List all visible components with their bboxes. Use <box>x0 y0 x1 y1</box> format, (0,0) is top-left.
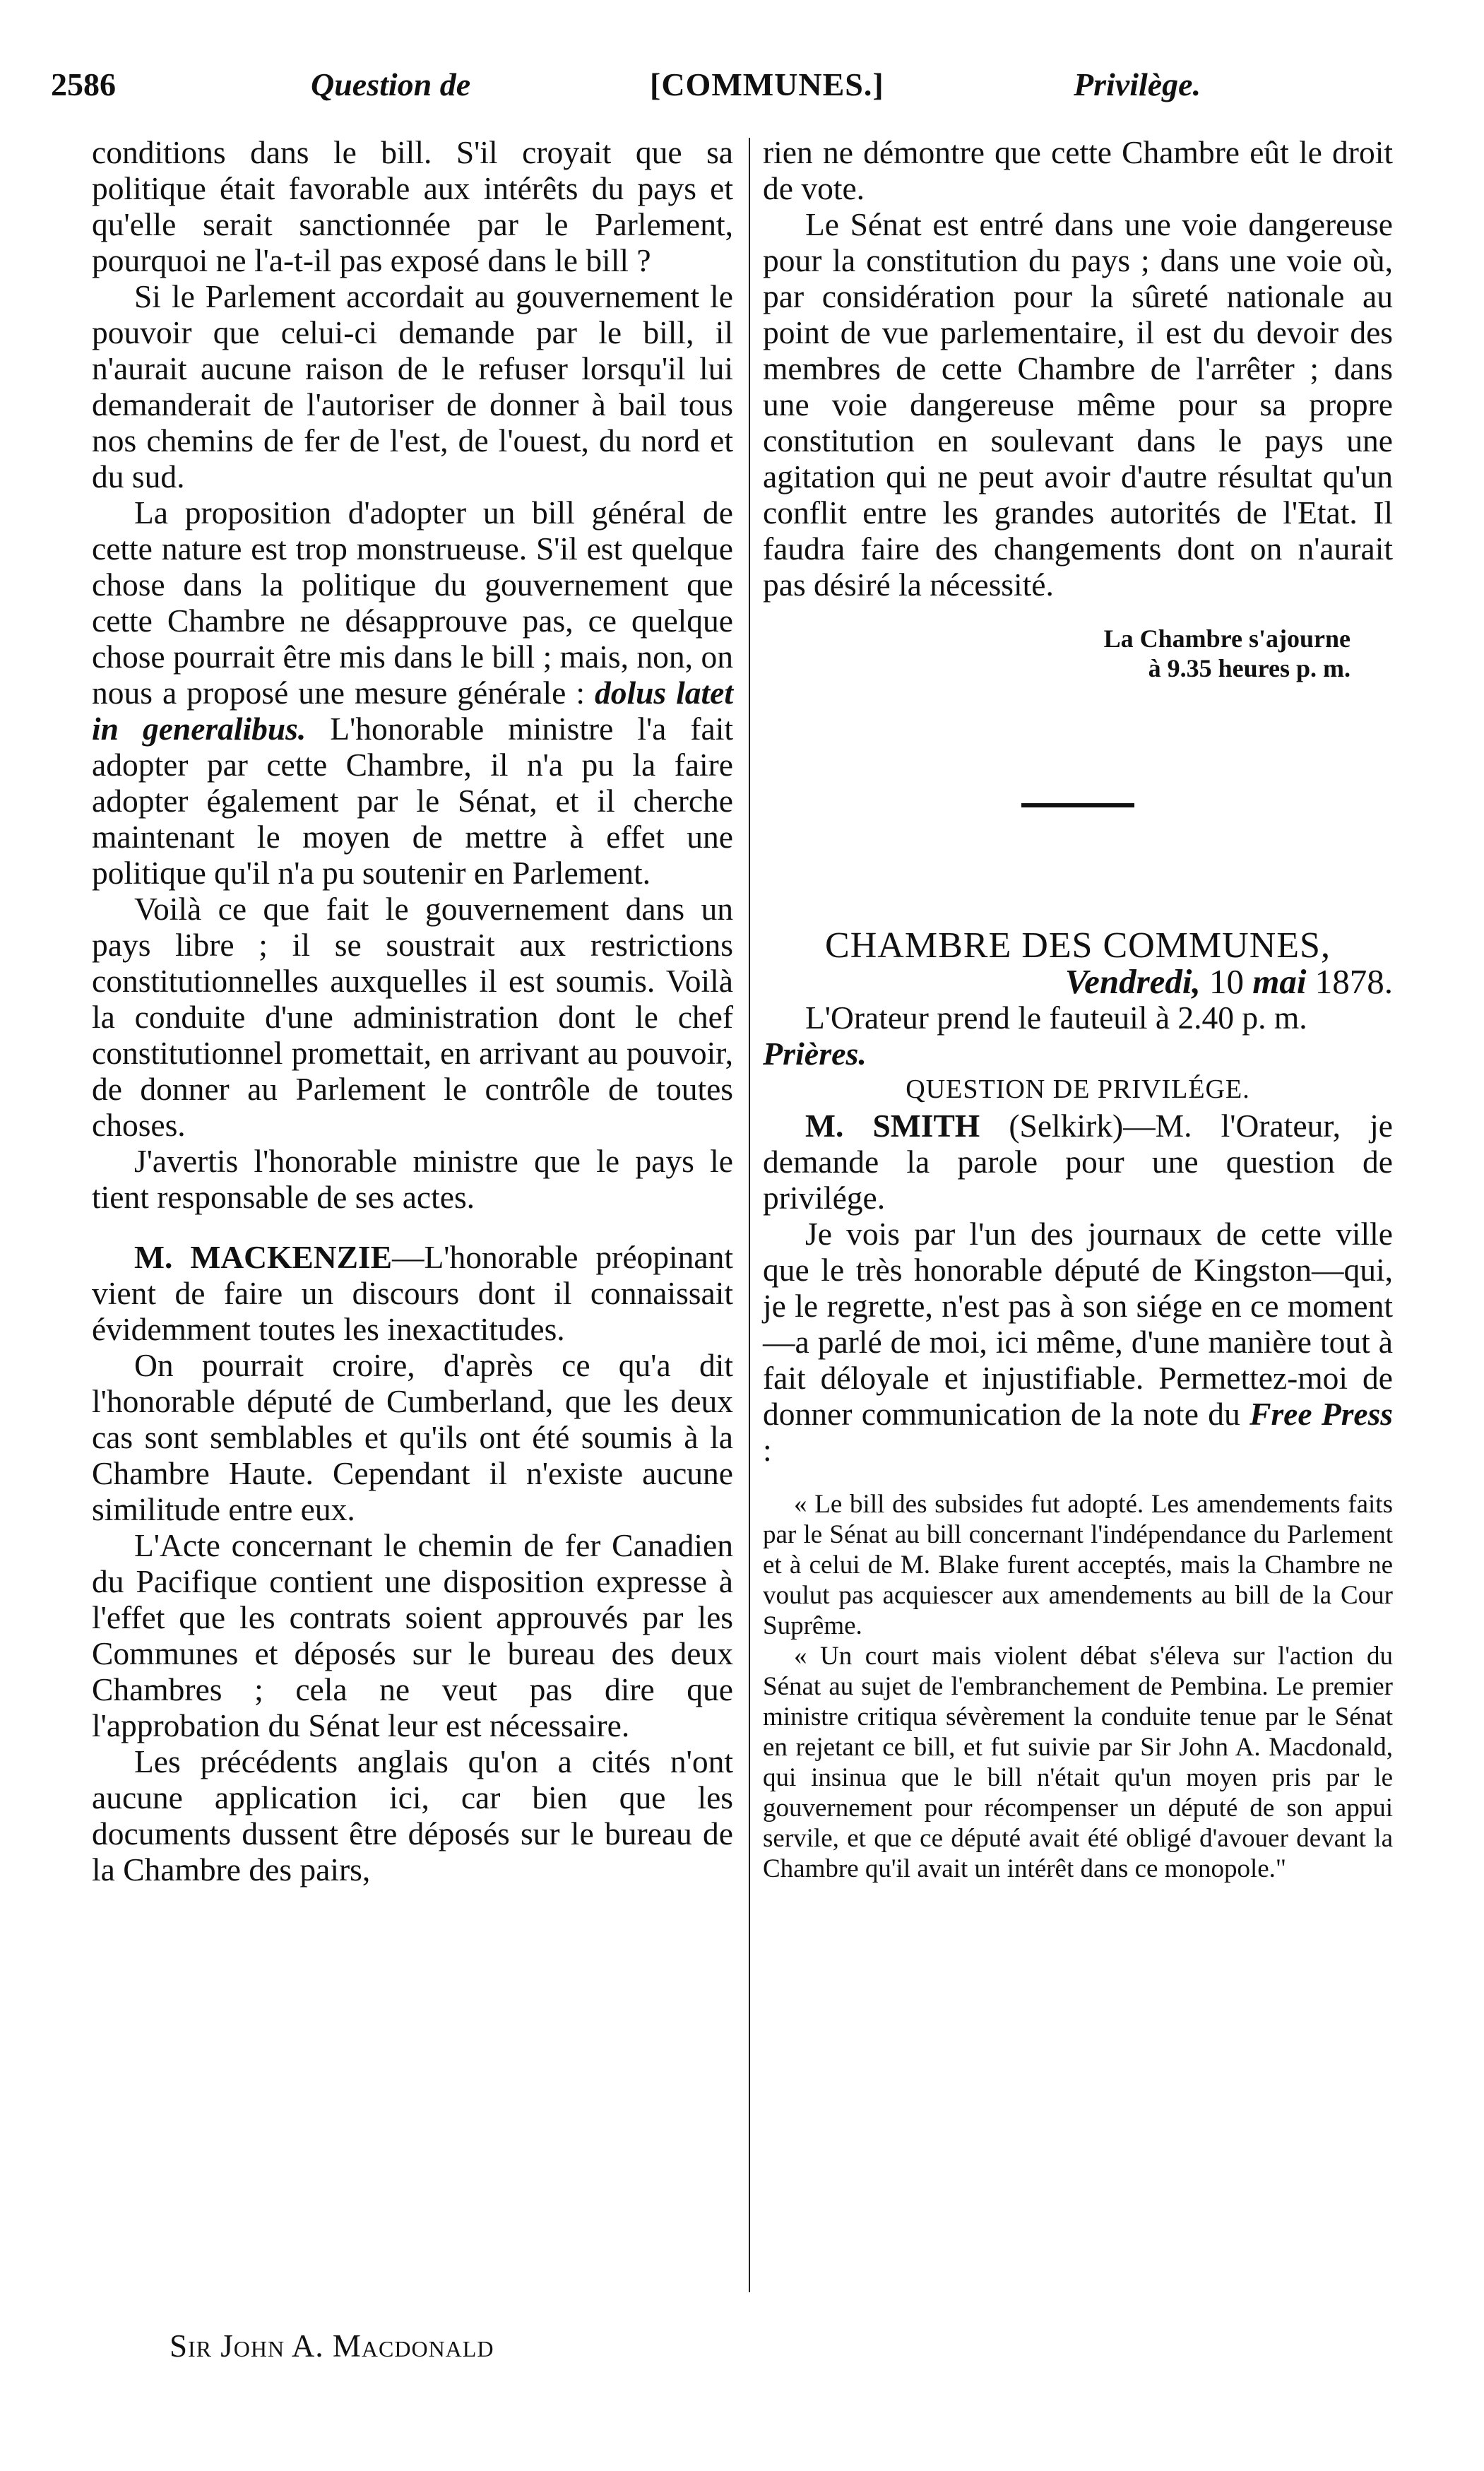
speaker-name: M. MACKENZIE <box>134 1239 392 1275</box>
paragraph <box>92 494 733 891</box>
column-divider <box>749 138 750 2292</box>
question-heading: QUESTION DE PRIVILÉGE. <box>906 1074 1250 1104</box>
paragraph: Voilà ce que fait le gouvernement dans un pays libre ; il se soustrait aux restrictions constitutionnelles auxquelles il est soumis. Voilà la conduite d'une administration dont le chef constitutionnel promettait, en arrivant au pouvoir, de donner au Parlement le contrôle de toutes choses. <box>92 891 733 1143</box>
paragraph: Le Sénat est entré dans une voie dangereuse pour la constitution du pays ; dans une voie où, par considération pour la sûreté nationale au point de vue parlementaire, il est du devoir des membres de cette Chambre de l'arrêter ; dans une voie dangereuse même pour sa propre constitution en soulevant dans le pays une agitation qui ne peut avoir d'autre résultat qu'un conflit entre les grandes autorités de l'Etat. Il faudra faire des changements dont on n'aurait pas désiré la nécessité. <box>763 206 1393 603</box>
quoted-note <box>763 1489 1393 1884</box>
paragraph <box>763 1216 1393 1468</box>
adjournment-line: à 9.35 heures p. m. <box>1148 654 1351 682</box>
sitting-date <box>763 964 1393 1000</box>
paragraph: rien ne démontre que cette Chambre eût le droit de vote. <box>763 134 1393 206</box>
quote-paragraph: « Un court mais violent débat s'éleva sur l'action du Sénat au sujet de l'embranchement de Pembina. Le premier ministre critiqua sévèrement la conduite tenue par le Sénat en rejetant ce bill, et fut suivie par Sir John A. Macdonald, qui insinua que le bill n'était qu'un moyen pris par le gouvernement pour récompenser un député de son appui servile, et que ce député avait été obligé d'avouer devant la Chambre qu'il avait un intérêt dans ce monopole." <box>763 1642 1393 1883</box>
speaker-signature: Sir John A. Macdonald <box>170 2328 494 2364</box>
paragraph: L'Orateur prend le fauteuil à 2.40 p. m. <box>805 1000 1307 1036</box>
paragraph <box>763 1108 1393 1216</box>
paragraph: On pourrait croire, d'après ce qu'a dit l'honorable député de Cumberland, que les deux cas sont semblables et qu'ils ont été soumis à la Chambre Haute. Cependant il n'existe aucune similitude entre eux. <box>92 1347 733 1527</box>
paragraph-text: La proposition d'adopter un bill général de cette nature est trop monstrueuse. S'il est quelque chose dans la politique du gouvernement que cette Chambre ne désapprouve pas, ce quelque chose pourrait être mis dans le bill ; mais, non, on nous a proposé une mesure générale : <box>92 494 733 711</box>
speaker-name: M. SMITH <box>805 1108 980 1144</box>
page-number: 2586 <box>51 66 116 102</box>
newspaper-title: Free Press <box>1249 1396 1394 1432</box>
quote-paragraph: « Le bill des subsides fut adopté. Les amendements faits par le Sénat au bill concernant l'indépendance du Parlement et à celui de M. Blake furent acceptés, mais la Chambre ne voulut pas acquiescer aux amendements au bill de la Cour Suprême. <box>763 1490 1393 1640</box>
paragraph: Les précédents anglais qu'on a cités n'ont aucune application ici, car bien que les documents dussent être déposés sur le bureau de la Chambre des pairs, <box>92 1743 733 1888</box>
date-day: Vendredi, <box>1064 962 1201 1001</box>
paragraph: conditions dans le bill. S'il croyait que sa politique était favorable aux intérêts du pays et qu'elle serait sanctionnée par le Parlement, pourquoi ne l'a-t-il pas exposé dans le bill ? <box>92 134 733 278</box>
paragraph: J'avertis l'honorable ministre que le pays le tient responsable de ses actes. <box>92 1143 733 1215</box>
date-number: 10 <box>1209 962 1245 1001</box>
header-left-title: Question de <box>311 66 471 102</box>
paragraph: Si le Parlement accordait au gouvernement le pouvoir que celui-ci demande par le bill, il n'aurait aucune raison de le refuser lorsqu'il lui demanderait de l'autoriser de donner à bail tous nos chemins de fer de l'est, de l'ouest, du nord et du sud. <box>92 278 733 494</box>
paragraph: L'Acte concernant le chemin de fer Canadien du Pacifique contient une disposition expresse à l'effet que les contrats soient approuvés par les Communes et déposés sur le bureau des deux Chambres ; cela ne veut pas dire que l'approbation du Sénat leur est nécessaire. <box>92 1527 733 1743</box>
left-column <box>92 134 733 1888</box>
date-year: 1878. <box>1314 962 1393 1001</box>
paragraph-text: : <box>763 1432 772 1468</box>
latin-phrase: dolus latet in generalibus. <box>92 675 734 747</box>
paragraph-text: (Selkirk)—M. l'Orateur, je demande la parole pour une question de privilége. <box>763 1108 1393 1216</box>
right-column <box>763 134 1393 1884</box>
paragraph <box>92 1239 733 1347</box>
section-rule <box>1021 803 1134 807</box>
adjournment-line: La Chambre s'ajourne <box>1103 624 1351 653</box>
date-month: mai <box>1252 962 1307 1001</box>
adjournment-note <box>763 624 1393 683</box>
paragraph-text: L'honorable ministre l'a fait adopter par cette Chambre, il n'a pu la faire adopter également par le Sénat, et il cherche maintenant le moyen de mettre à effet une politique qu'il n'a pu soutenir en Parlement. <box>92 711 733 891</box>
paragraph-text: Je vois par l'un des journaux de cette ville que le très honorable député de Kingston—qui, je le regrette, n'est pas à son siége en ce moment—a parlé de moi, ici même, d'une manière tout à fait déloyale et injustifiable. Permettez-moi de donner communication de la note du <box>763 1216 1393 1432</box>
header-right-title: Privilège. <box>1074 66 1201 102</box>
section-title: CHAMBRE DES COMMUNES, <box>825 925 1331 966</box>
running-header <box>42 57 1257 113</box>
prayers-heading: Prières. <box>763 1036 867 1072</box>
header-center-title: [COMMUNES.] <box>650 66 884 102</box>
paragraph-text: —L'honorable préopinant vient de faire un discours dont il connaissait évidemment toutes les inexactitudes. <box>92 1239 734 1347</box>
